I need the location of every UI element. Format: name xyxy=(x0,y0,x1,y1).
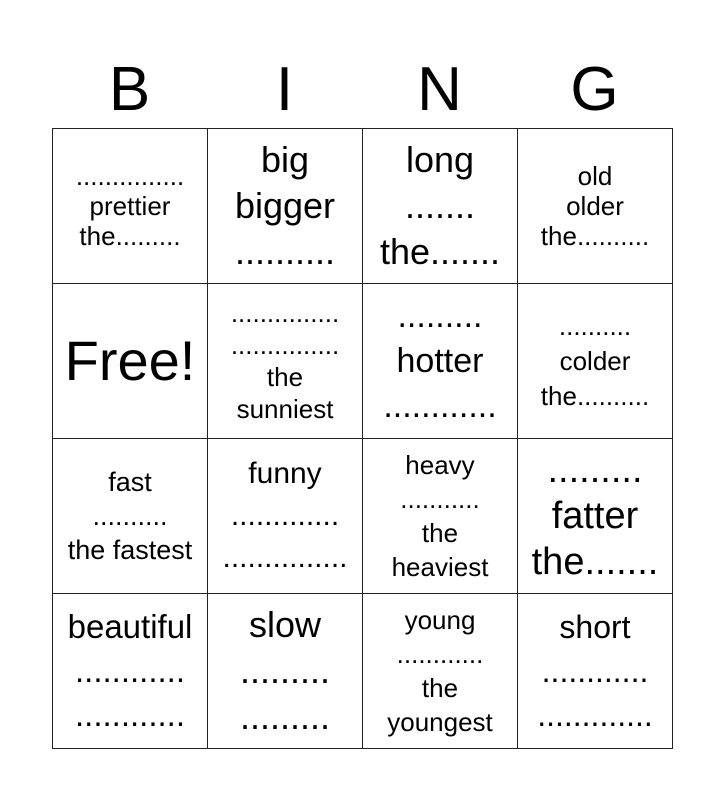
cell-line: bigger xyxy=(234,185,336,226)
bingo-cell[interactable] xyxy=(52,128,208,284)
cell-line: ............... xyxy=(222,541,348,574)
bingo-cell[interactable] xyxy=(517,128,673,284)
cell-line: ............ xyxy=(396,639,484,669)
cell-line: the xyxy=(421,518,459,548)
cell-line: older xyxy=(566,191,624,221)
bingo-cell[interactable] xyxy=(207,128,363,284)
bingo-cell[interactable] xyxy=(517,593,673,749)
bingo-grid xyxy=(52,128,672,748)
bingo-cell[interactable] xyxy=(362,593,518,749)
cell-line: ............ xyxy=(541,653,649,689)
cell-line: ............. xyxy=(537,697,653,733)
cell-line: the fastest xyxy=(67,535,193,565)
cell-line: ............ xyxy=(74,696,186,733)
cell-line: ............... xyxy=(230,298,340,328)
cell-line: ......... xyxy=(547,449,643,491)
bingo-cell[interactable] xyxy=(52,593,208,749)
cell-line: fatter xyxy=(551,495,639,537)
free-label: Free! xyxy=(64,329,196,392)
cell-line: colder xyxy=(559,345,631,376)
cell-line: heavy xyxy=(405,450,475,480)
header-letter-n: N xyxy=(417,55,462,124)
bingo-cell[interactable] xyxy=(517,283,673,439)
bingo-cell[interactable] xyxy=(207,593,363,749)
cell-line: old xyxy=(577,161,613,191)
cell-line: the.......... xyxy=(540,221,650,251)
cell-line: .......... xyxy=(234,231,336,272)
cell-line: heaviest xyxy=(391,552,489,582)
bingo-cell[interactable] xyxy=(207,438,363,594)
cell-line: ......... xyxy=(239,696,331,737)
bingo-cell[interactable] xyxy=(52,438,208,594)
cell-line: .......... xyxy=(558,310,632,341)
cell-line: .......... xyxy=(92,501,168,531)
cell-line: the....... xyxy=(531,541,659,583)
cell-line: funny xyxy=(248,457,322,490)
cell-line: young xyxy=(404,605,476,635)
header-letter-b: B xyxy=(108,55,151,124)
cell-line: ............... xyxy=(75,161,185,191)
bingo-cell[interactable] xyxy=(517,438,673,594)
cell-line: big xyxy=(260,139,310,180)
bingo-header xyxy=(52,55,672,125)
cell-line: beautiful xyxy=(67,608,193,645)
header-letter-g: G xyxy=(570,55,619,124)
cell-line: ......... xyxy=(239,650,331,691)
cell-line: ....... xyxy=(404,185,475,226)
header-letter-i: I xyxy=(275,55,294,124)
cell-line: ............ xyxy=(383,386,497,425)
cell-line: the....... xyxy=(379,231,501,272)
cell-line: long xyxy=(405,139,475,180)
cell-line: short xyxy=(559,609,631,645)
cell-line: slow xyxy=(248,604,322,645)
cell-line: the.......... xyxy=(540,380,650,411)
bingo-cell[interactable] xyxy=(362,128,518,284)
cell-line: the xyxy=(421,673,459,703)
free-space-cell[interactable] xyxy=(52,283,208,439)
bingo-cell[interactable] xyxy=(207,283,363,439)
cell-line: ........... xyxy=(400,484,480,514)
cell-line: the xyxy=(266,362,304,392)
cell-line: ............ xyxy=(74,652,186,689)
cell-line: ......... xyxy=(397,296,483,335)
cell-line: the......... xyxy=(79,221,181,251)
cell-line: sunniest xyxy=(236,394,334,424)
cell-line: fast xyxy=(108,467,152,497)
cell-line: ............. xyxy=(230,499,340,532)
cell-line: youngest xyxy=(387,707,493,737)
cell-line: hotter xyxy=(396,341,484,380)
cell-line: prettier xyxy=(89,191,171,221)
bingo-cell[interactable] xyxy=(362,283,518,439)
bingo-cell[interactable] xyxy=(362,438,518,594)
cell-line: ............... xyxy=(230,330,340,360)
